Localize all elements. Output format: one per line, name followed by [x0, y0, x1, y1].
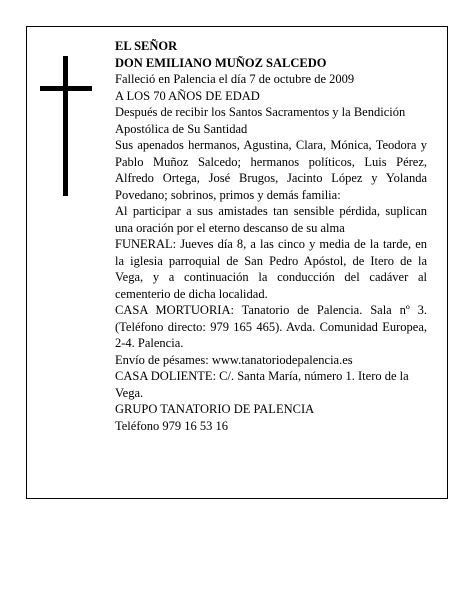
funeral-group: GRUPO TANATORIO DE PALENCIA [115, 402, 315, 416]
death-line: Falleció en Palencia el día 7 de octubre de 2009 [115, 72, 355, 86]
cross-vertical-bar [63, 56, 68, 196]
deceased-name: DON EMILIANO MUÑOZ SALCEDO [115, 55, 327, 70]
obituary-text [115, 38, 427, 434]
cross-horizontal-bar [40, 86, 92, 91]
age-line: A LOS 70 AÑOS DE EDAD [115, 88, 260, 103]
funeral-paragraph: FUNERAL: Jueves día 8, a las cinco y media de la tarde, en la iglesia parroquial de San Pedro Apóstol, de Itero de la Vega, y a continuación la conducción del cadáver al cementerio de dicha localidad. [115, 237, 427, 301]
title-line-1: EL SEÑOR [115, 39, 178, 53]
sacraments-paragraph: Después de recibir los Santos Sacramentos y la Bendición Apostólica de Su Santidad [115, 105, 406, 136]
mortuary-paragraph: CASA MORTUORIA: Tanatorio de Palencia. Sala nº 3. (Teléfono directo: 979 165 465). Avda. Comunidad Europea, 2-4. Palencia. [115, 303, 427, 350]
cross-icon [40, 56, 92, 196]
condolences-line: Envío de pésames: www.tanatoriodepalencia.es [115, 352, 353, 367]
phone-line: Teléfono 979 16 53 16 [115, 418, 228, 433]
request-paragraph: Al participar a sus amistades tan sensible pérdida, suplican una oración por el eterno descanso de su alma [115, 204, 427, 235]
mourning-house-paragraph: CASA DOLIENTE: C/. Santa María, número 1. Itero de la Vega. [115, 369, 409, 400]
family-paragraph: Sus apenados hermanos, Agustina, Clara, Mónica, Teodora y Pablo Muñoz Salcedo; hermanos políticos, Luis Pérez, Alfredo Ortega, José Brugos, Jacinto López y Yolanda Povedano; sobrinos, primos y demás familia: [115, 138, 427, 202]
